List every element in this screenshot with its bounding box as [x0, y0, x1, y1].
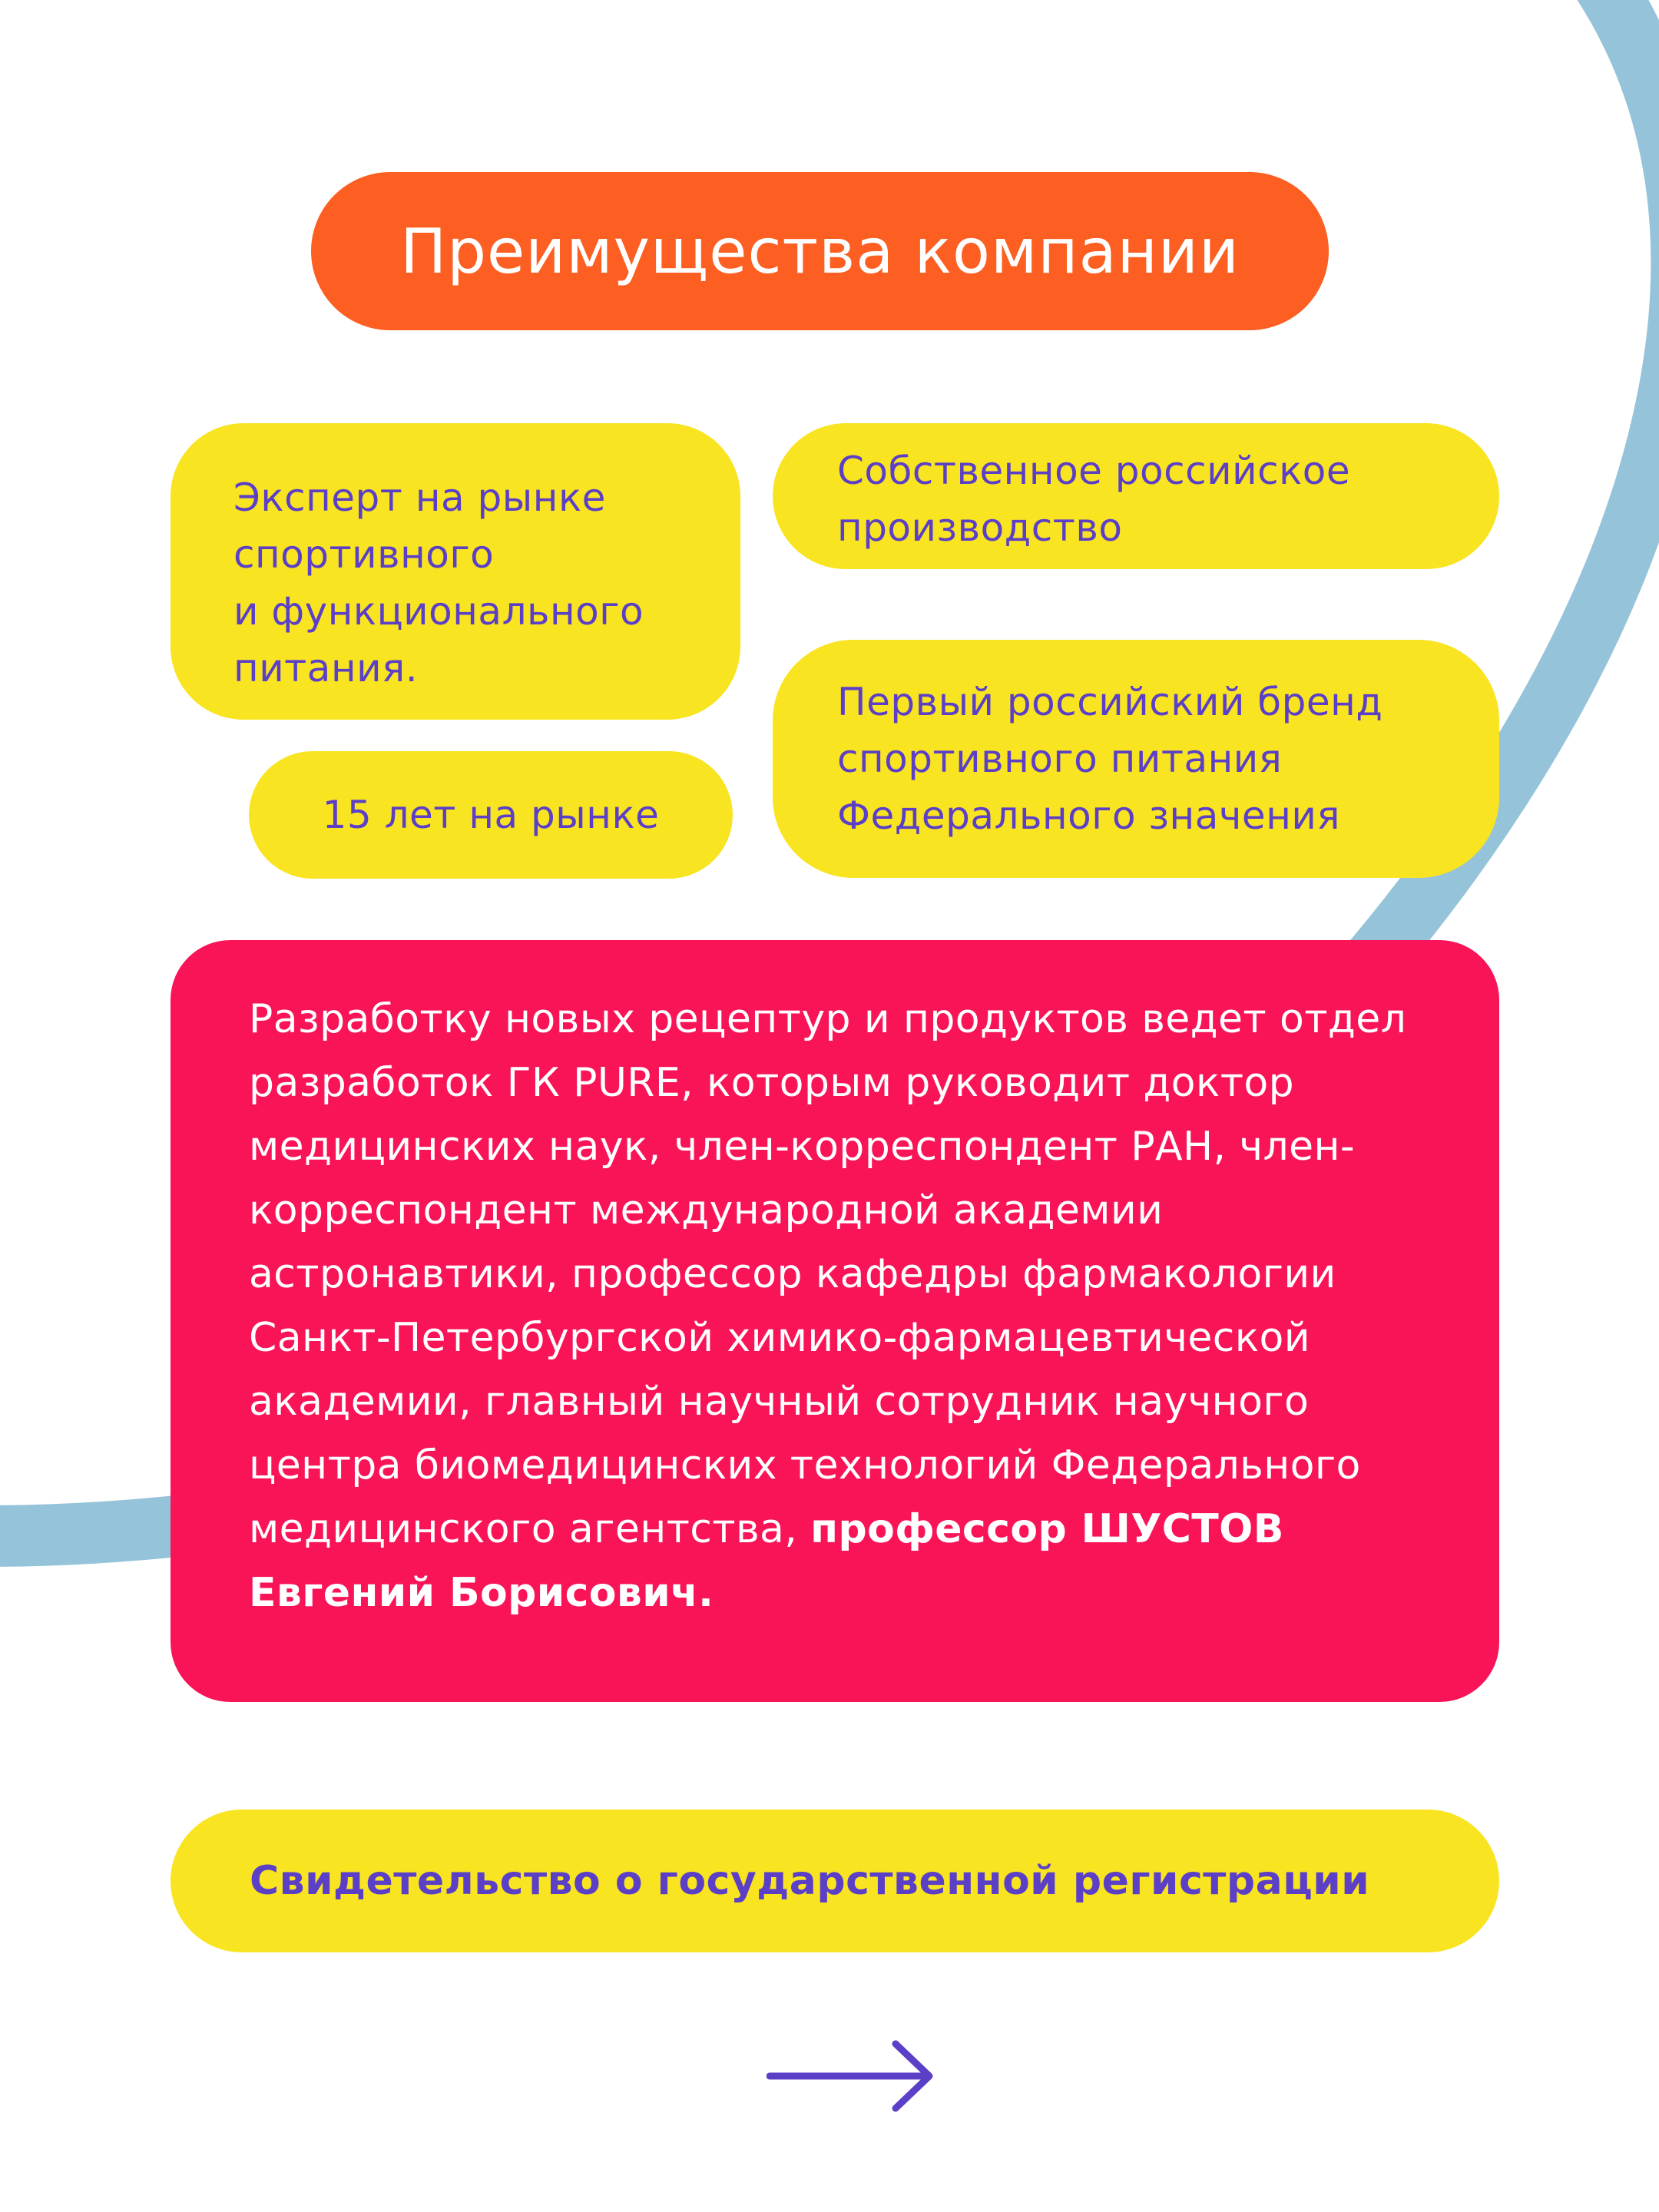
rnd-info-line: корреспондент международной академии [249, 1187, 1164, 1233]
advantage-card-expert [171, 423, 740, 720]
advantage-production-text [837, 442, 1499, 556]
advantage-first-brand-line: спортивного питания [837, 737, 1283, 781]
advantage-first-brand-text [837, 674, 1499, 844]
arrow-right-icon[interactable] [767, 2039, 935, 2113]
advantage-production-line: Собственное российское [837, 449, 1351, 493]
page-title: Преимущества компании [400, 215, 1240, 287]
advantage-expert-text [233, 469, 740, 697]
advantage-card-production [773, 423, 1499, 569]
advantage-production-line: производство [837, 505, 1123, 550]
advantage-expert-line: Эксперт на рынке [233, 475, 606, 520]
rnd-info-line: академии, главный научный сотрудник научного [249, 1379, 1310, 1425]
title-banner [311, 172, 1329, 330]
advantage-expert-line: и функционального [233, 589, 644, 634]
advantage-years-text: 15 лет на рынке [322, 793, 660, 837]
rnd-info-line: медицинских наук, член-корреспондент РАН, член- [249, 1124, 1356, 1170]
advantage-first-brand-line: Первый российский бренд [837, 680, 1383, 724]
rnd-info-line [249, 1498, 1499, 1561]
advantage-expert-line: спортивного [233, 532, 495, 577]
registration-certificate-label: Свидетельство о государственной регистрации [250, 1858, 1370, 1904]
rnd-info-text [249, 988, 1499, 1625]
professor-name: профессор ШУСТОВ [810, 1506, 1284, 1552]
rnd-info-line: Санкт-Петербургской химико-фармацевтической [249, 1315, 1310, 1361]
rnd-info-agency: медицинского агентства, [249, 1506, 798, 1552]
rnd-info-line: разработок ГК PURE, которым руководит доктор [249, 1060, 1295, 1106]
rnd-info-card [171, 940, 1499, 1702]
registration-certificate-link[interactable] [171, 1810, 1499, 1952]
rnd-info-line: центра биомедицинских технологий Федерального [249, 1442, 1361, 1488]
advantage-expert-line: питания. [233, 646, 419, 690]
professor-full-name: Евгений Борисович. [249, 1570, 714, 1616]
advantage-first-brand-line: Федерального значения [837, 793, 1340, 838]
rnd-info-line: Разработку новых рецептур и продуктов ведет отдел [249, 996, 1407, 1042]
rnd-info-line: астронавтики, профессор кафедры фармакологии [249, 1251, 1336, 1297]
advantage-card-years [249, 751, 733, 879]
advantage-card-first-brand [773, 640, 1499, 878]
